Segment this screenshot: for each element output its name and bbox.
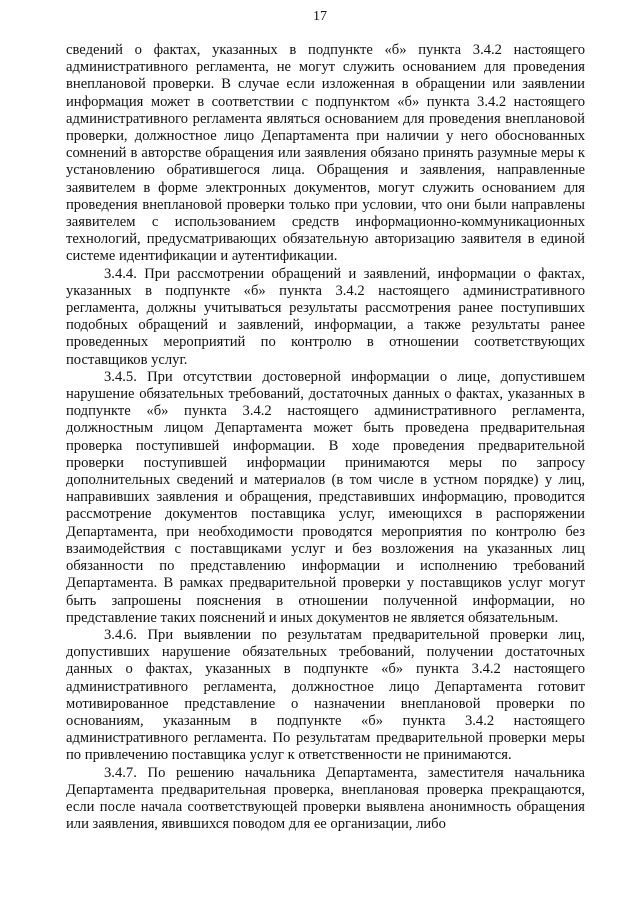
paragraph-3-4-4: 3.4.4. При рассмотрении обращений и заявлений, информации о фактах, указанных в подпункте «б» пункта 3.4.2 настоящего административного регламента, должны учитываться результаты рассмотрения ранее поступивших подобных обращений и заявлений, информации, а также результаты ранее проведенных мероприятий по контролю в отношении соответствующих поставщиков услуг. <box>66 265 585 368</box>
paragraph-continuation: сведений о фактах, указанных в подпункте «б» пункта 3.4.2 настоящего административного регламента, не могут служить основанием для проведения внеплановой проверки. В случае если изложенная в обращении или заявлении информация может в соответствии с подпунктом «б» пункта 3.4.2 настоящего административного регламента являться основанием для проведения внеплановой проверки, должностное лицо Департамента при наличии у него обоснованных сомнений в авторстве обращения или заявления обязано принять разумные меры к установлению обратившегося лица. Обращения и заявления, направленные заявителем в форме электронных документов, могут служить основанием для проведения внеплановой проверки только при условии, что они были направлены заявителем с использованием средств информационно-коммуникационных технологий, предусматривающих обязательную авторизацию заявителя в единой системе идентификации и аутентификации. <box>66 42 585 265</box>
document-body <box>66 42 585 833</box>
page-number: 17 <box>313 9 327 24</box>
paragraph-3-4-7: 3.4.7. По решению начальника Департамента, заместителя начальника Департамента предварительная проверка, внеплановая проверка прекращаются, если после начала соответствующей проверки выявлена анонимность обращения или заявления, явившихся поводом для ее организации, либо <box>66 764 585 833</box>
paragraph-3-4-6: 3.4.6. При выявлении по результатам предварительной проверки лиц, допустивших нарушение обязательных требований, получении достаточных данных о фактах, указанных в подпункте «б» пункта 3.4.2 настоящего административного регламента, должностное лицо Департамента готовит мотивированное представление о назначении внеплановой проверки по основаниям, указанным в подпункте «б» пункта 3.4.2 настоящего административного регламента. По результатам предварительной проверки меры по привлечению поставщика услуг к ответственности не принимаются. <box>66 626 585 764</box>
paragraph-3-4-5: 3.4.5. При отсутствии достоверной информации о лице, допустившем нарушение обязательных требований, достаточных данных о фактах, указанных в подпункте «б» пункта 3.4.2 настоящего административного регламента, должностным лицом Департамента может быть проведена предварительная проверка поступившей информации. В ходе проведения предварительной проверки поступившей информации принимаются меры по запросу дополнительных сведений и материалов (в том числе в устном порядке) у лиц, направивших заявления и обращения, представивших информацию, проводится рассмотрение документов поставщика услуг, имеющихся в распоряжении Департамента, при необходимости проводятся мероприятия по контролю без взаимодействия с поставщиками услуг и без возложения на указанных лиц обязанности по представлению информации и исполнению требований Департамента. В рамках предварительной проверки у поставщиков услуг могут быть запрошены пояснения в отношении полученной информации, но представление таких пояснений и иных документов не является обязательным. <box>66 368 585 626</box>
